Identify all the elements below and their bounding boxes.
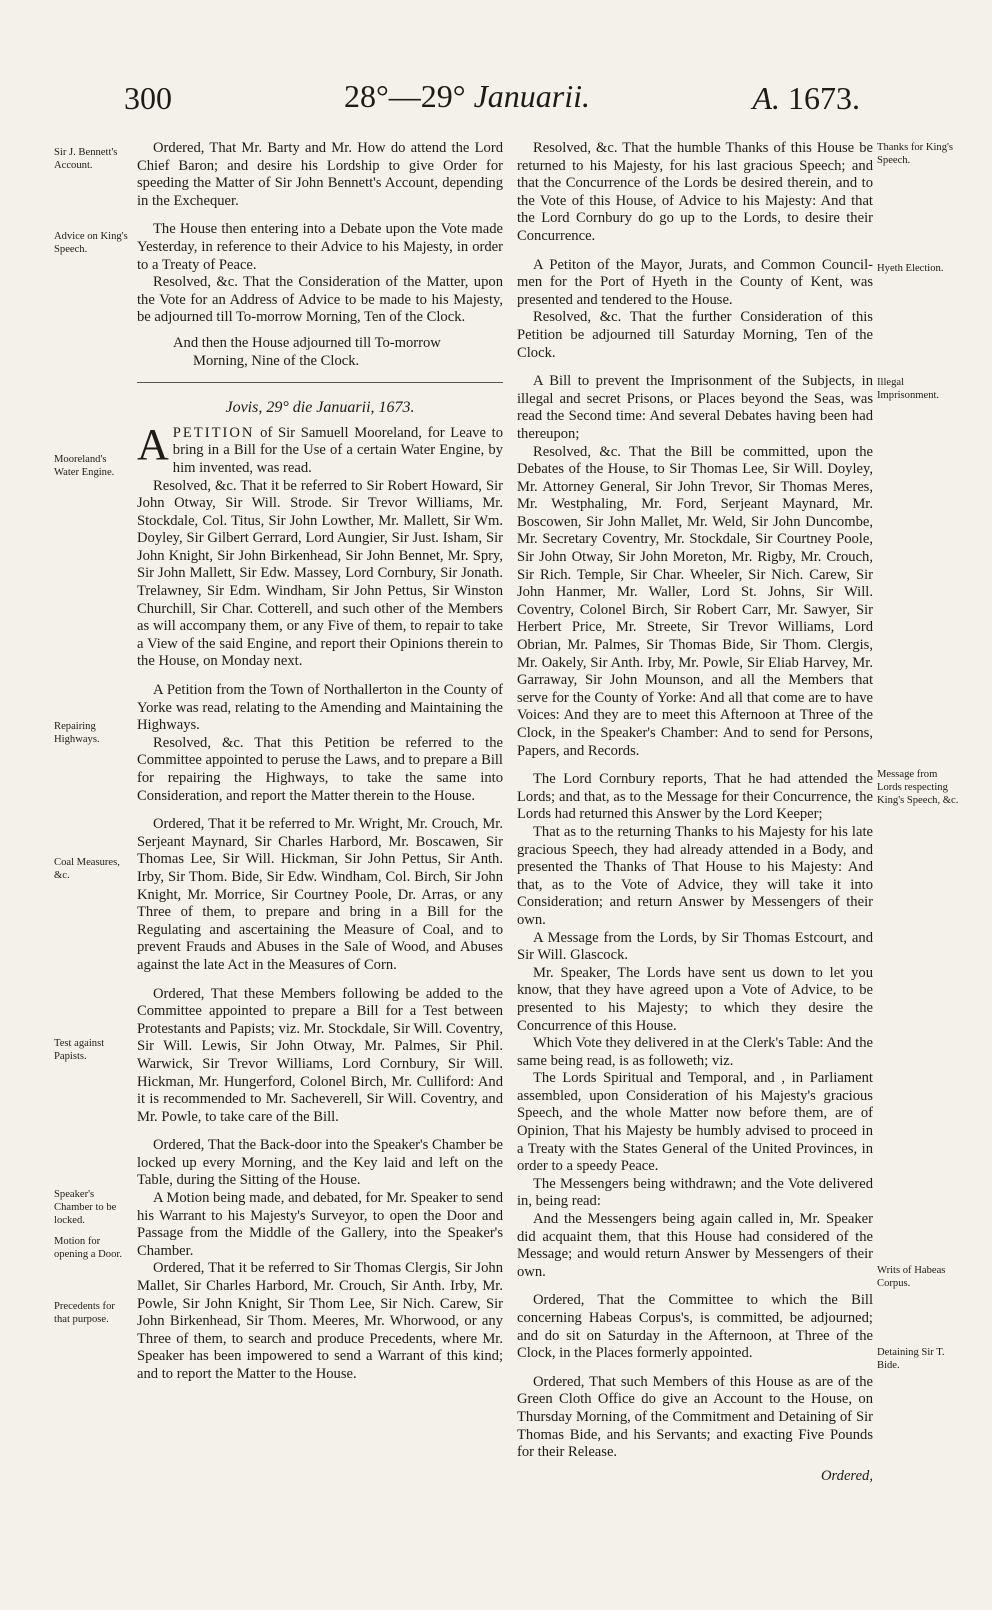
paragraph: Ordered, That the Back-door into the Speaker's Chamber be locked up every Morning, and the Key laid and left on the Table, during the Sitting of the House. xyxy=(137,1137,503,1189)
paragraph: A Bill to prevent the Imprisonment of the Subjects, in illegal and secret Prisons, or Places beyond the Seas, was read the Second time: And several Debates having been had thereupon; xyxy=(517,373,873,442)
paragraph: Ordered, That it be referred to Mr. Wright, Mr. Crouch, Mr. Serjeant Maynard, Sir Charles Harbord, Mr. Boscawen, Sir Thomas Lee, Sir Will. Hickman, Sir John Pettus, Sir Anth. Irby, Sir Thom. Bide, Sir Edw. Windham, Col. Birch, Sir John Knight, Mr. Morrice, Sir Courtney Poole, Dr. Arras, or any Three of them, to prepare and bring in a Bill for the Regulating and ascertaining the Measure of Coal, and to prevent Frauds and Abuses in the Sale of Wood, and Abuses against the late Act in the Measures of Corn. xyxy=(137,816,503,973)
page-number: 300 xyxy=(124,80,172,116)
paragraph: The Lord Cornbury reports, That he had attended the Lords; and that, as to the Message for their Concurrence, the Lords had returned this Answer by the Lord Keeper; xyxy=(517,771,873,823)
paragraph: Resolved, &c. That the further Consideration of this Petition be adjourned till Saturday Morning, Ten of the Clock. xyxy=(517,309,873,361)
catchword: Ordered, xyxy=(820,1467,873,1484)
paragraph: Ordered, That Mr. Barty and Mr. How do attend the Lord Chief Baron; and desire his Lordship to give Order for speeding the Matter of Sir John Bennett's Account, depending in the Exchequer. xyxy=(137,140,503,209)
adjournment: And then the House adjourned till To-morrow Morning, Nine of the Clock. xyxy=(173,334,441,369)
margin-note: Advice on King's Speech. xyxy=(54,231,128,255)
paragraph: A Message from the Lords, by Sir Thomas Estcourt, and Sir Will. Glascock. xyxy=(517,929,873,964)
left-column xyxy=(137,140,503,1384)
margin-note: Mooreland's Water Engine. xyxy=(54,454,115,478)
paragraph: The Messengers being withdrawn; and the Vote delivered in, being read: xyxy=(517,1175,873,1210)
paragraph: A Petition from the Town of Northallerton in the County of Yorke was read, relating to the Amending and Maintaining the Highways. xyxy=(137,682,503,734)
paragraph: The Lords Spiritual and Temporal, and , in Parliament assembled, upon Consideration of his Majesty's gracious Speech, and the whole Matter now before them, are of Opinion, That his Majesty be humbly advised to proceed in a Treaty with the States General of the United Provinces, in order to a speedy Peace. xyxy=(517,1070,873,1175)
margin-note: Repairing Highways. xyxy=(54,721,100,745)
margin-note: Motion for opening a Door. xyxy=(54,1236,122,1260)
paragraph: Resolved, &c. That it be referred to Sir Robert Howard, Sir John Otway, Sir Will. Strode. Sir Trevor Williams, Mr. Stockdale, Col. Titus, Sir John Lowther, Mr. Mallett, Sir Wm. Doyley, Sir Gilbert Gerrard, Lord Aungier, Sir Just. Isham, Sir John Knight, Sir John Birkenhead, Sir John Bennet, Mr. Spry, Sir John Mallett, Sir Edw. Massey, Lord Cornbury, Sir Jonath. Trelawney, Sir Edm. Windham, Sir John Pettus, Sir Winston Churchill, Sir Char. Cotterell, and such other of the Members as will accompany them, or any Five of them, to repair to take a View of the said Engine, and report their Opinions therein to the House, on Monday next. xyxy=(137,477,503,670)
day-heading: Jovis, 29° die Januarii, 1673. xyxy=(225,399,415,417)
paragraph: Ordered, That it be referred to Sir Thomas Clergis, Sir John Mallet, Sir Charles Harbord, Mr. Crouch, Sir Anth. Irby, Mr. Powle, Sir John Knight, Sir Thom Lee, Sir Nich. Carew, Sir John Birkenhead, Sir Thom. Meeres, Mr. Whorwood, or any Three of them, to search and produce Precedents, where Mr. Speaker has been impowered to send a Warrant of this kind; and to report the Matter to the House. xyxy=(137,1260,503,1382)
paragraph: Resolved, &c. That the Bill be committed, upon the Debates of the House, to Sir Thomas Lee, Sir Will. Doyley, Mr. Attorney General, Sir John Trevor, Sir Thomas Meres, Mr. Westphaling, Mr. Ford, Serjeant Maynard, Mr. Boscowen, Sir John Mallet, Mr. Weld, Sir John Duncombe, Mr. Secretary Coventry, Mr. Stockdale, Sir Courtney Poole, Sir John Otway, Sir John Moreton, Mr. Rigby, Mr. Crouch, Sir Rich. Temple, Sir Char. Wheeler, Sir Nich. Carew, Sir John Hanmer, Mr. Waller, Lord St. Johns, Sir Will. Coventry, Colonel Birch, Sir Robert Carr, Mr. Sawyer, Sir Herbert Price, Mr. Streete, Sir Trevor Williams, Lord Obrian, Mr. Palmes, Sir Thomas Bide, Sir Thom. Clergis, Mr. Oakely, Sir Anth. Irby, Mr. Powle, Sir Eliab Harvey, Mr. Garraway, Sir John Mounson, and all the Members that serve for the County of Yorke: And all that come are to have Voices: And they are to meet this Afternoon at Three of the Clock, in the Speaker's Chamber: And to send for Persons, Papers, and Records. xyxy=(517,443,873,759)
paragraph: That as to the returning Thanks to his Majesty for his late gracious Speech, they had already attended in a Body, and presented the Thanks of That House to his Majesty: And that, as to the Vote of Advice, they will take it into Consideration; and return Answer by Messengers of their own. xyxy=(517,823,873,928)
page-header xyxy=(120,78,860,128)
paragraph: Which Vote they delivered in at the Clerk's Table: And the same being read, is as followeth; viz. xyxy=(517,1035,873,1069)
margin-note: Coal Measures, &c. xyxy=(54,857,120,881)
paragraph: A Motion being made, and debated, for Mr. Speaker to send his Warrant to his Majesty's Surveyor, to open the Door and Passage from the Middle of the Gallery, into the Speaker's Chamber. xyxy=(137,1190,503,1259)
margin-note: Sir J. Bennett's Account. xyxy=(54,147,118,171)
paragraph: Ordered, That these Members following be added to the Committee appointed to prepare a Bill for a Test between Protestants and Papists; viz. Mr. Stockdale, Sir Will. Coventry, Sir Will. Lewis, Sir John Otway, Mr. Palmes, Sir Phil. Warwick, Sir Trevor Williams, Lord Cornbury, Sir Will. Hickman, Mr. Hungerford, Colonel Birch, Mr. Culliford: And it is recommended to Mr. Sacheverell, Sir Will. Coventry, and Mr. Powle, to take care of the Bill. xyxy=(137,985,503,1125)
margin-note: Precedents for that purpose. xyxy=(54,1301,115,1325)
paragraph: And the Messengers being again called in, Mr. Speaker did acquaint them, that this House had considered of the Message; and would return Answer by Messengers of their own. xyxy=(517,1211,873,1280)
margin-note: Illegal Imprisonment. xyxy=(877,377,940,401)
drop-cap: A xyxy=(137,419,169,469)
margin-note: Speaker's Chamber to be locked. xyxy=(54,1189,117,1226)
header-date: 28°—29° Januarii. xyxy=(344,78,591,114)
paragraph: A Petiton of the Mayor, Jurats, and Common Council-men for the Port of Hyeth in the County of Kent, was presented and tendered to the House. xyxy=(517,256,873,308)
paragraph: Ordered, That such Members of this House as are of the Green Cloth Office do give an Account to the House, on Thursday Morning, of the Commitment and Detaining of Sir Thomas Bide, and his Servants; and exacting Five Pounds for their Release. xyxy=(517,1373,873,1461)
margin-note: Message from Lords respecting King's Speech, &c. xyxy=(877,769,959,806)
paragraph: Ordered, That the Committee to which the Bill concerning Habeas Corpus's, is committed, be adjourned; and do sit on Saturday in the Afternoon, at Three of the Clock, in the Places formerly appointed. xyxy=(517,1292,873,1362)
paragraph: Mr. Speaker, The Lords have sent us down to let you know, that they have agreed upon a Vote of Advice, to be presented to his Majesty; to which they desire the Concurrence of this House. xyxy=(517,964,873,1034)
paragraph: The House then entering into a Debate upon the Vote made Yesterday, in reference to their Advice to his Majesty, in order to a Treaty of Peace. xyxy=(137,221,503,273)
header-year: A. 1673. xyxy=(752,80,860,116)
margin-note: Test against Papists. xyxy=(54,1038,105,1062)
margin-note: Writs of Habeas Corpus. xyxy=(877,1265,946,1289)
margin-note: Hyeth Election. xyxy=(877,263,944,274)
section-divider xyxy=(137,382,503,383)
right-column xyxy=(517,140,873,1485)
paragraph: Resolved, &c. That this Petition be referred to the Committee appointed to peruse the Laws, and to prepare a Bill for repairing the Highways, to take the same into Consideration, and report the Matter therein to the House. xyxy=(137,734,503,804)
paragraph: Resolved, &c. That the humble Thanks of this House be returned to his Majesty, for his last gracious Speech; and that the Concurrence of the Lords be desired therein, and to the Vote of this House, of Advice to his Majesty: And that the Lord Cornbury do go up to the Lords, to desire their Concurrence. xyxy=(517,140,873,244)
margin-note: Detaining Sir T. Bide. xyxy=(877,1347,945,1371)
petition-paragraph: APETITION of Sir Samuell Mooreland, for Leave to bring in a Bill for the Use of a certain Water Engine, by him invented, was read. xyxy=(137,419,503,476)
paragraph: Resolved, &c. That the Consideration of the Matter, upon the Vote for an Address of Advice to be made to his Majesty, be adjourned till To-morrow Morning, Ten of the Clock. xyxy=(137,274,503,326)
margin-note: Thanks for King's Speech. xyxy=(877,142,954,166)
